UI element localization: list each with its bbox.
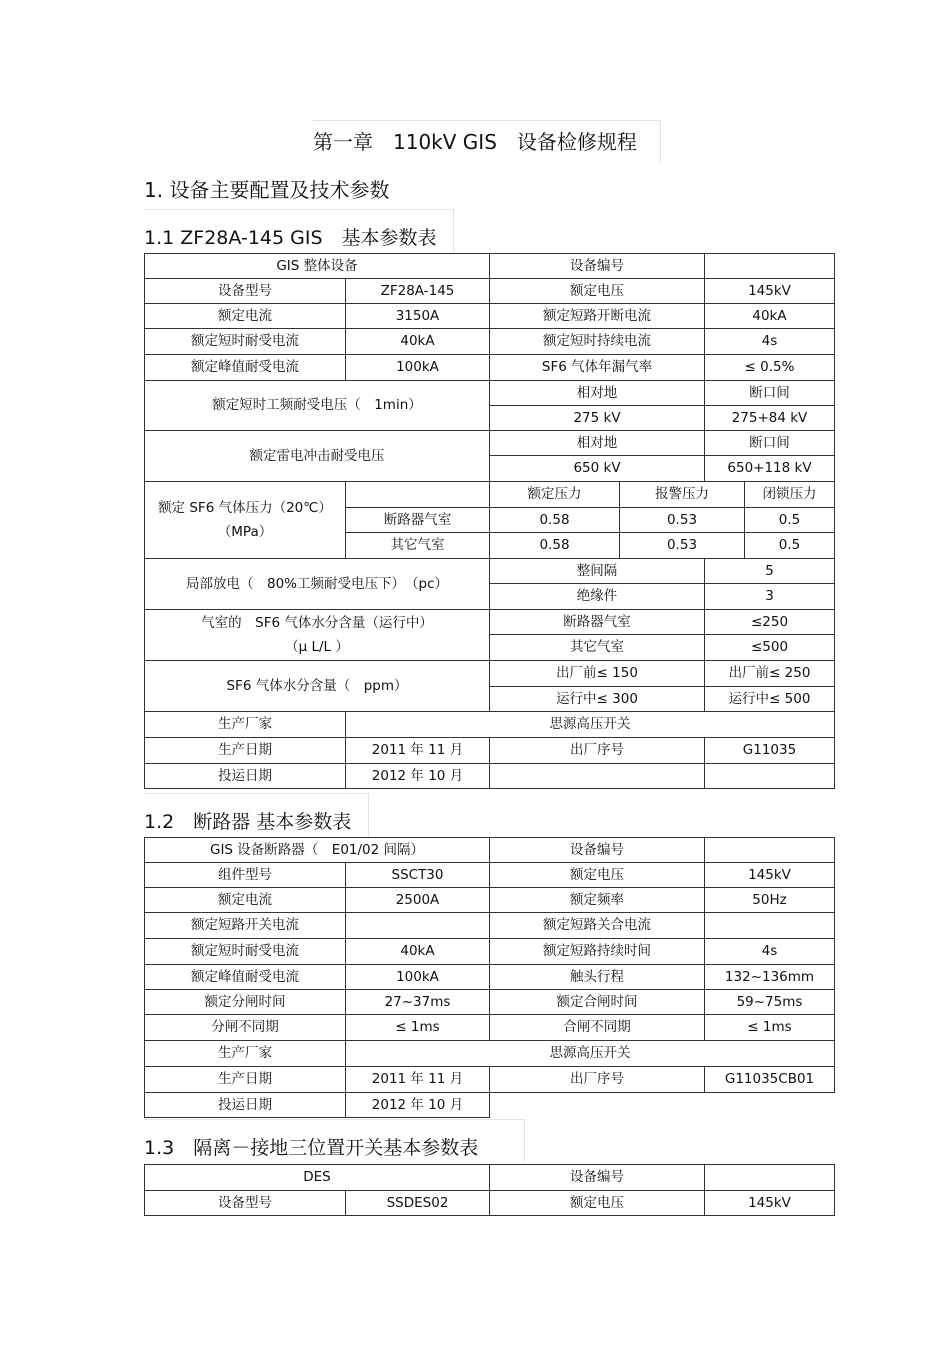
table-cell xyxy=(705,764,835,789)
table-cell: ≤ 1ms xyxy=(346,1015,490,1041)
table-cell: 出厂序号 xyxy=(490,738,705,764)
table-cell: 局部放电（ 80%工频耐受电压下） （pc） xyxy=(145,559,490,610)
table-cell xyxy=(705,1165,835,1191)
table-cell: 0.5 xyxy=(745,508,835,533)
chapter-title: 第一章 110kV GIS 设备检修规程 xyxy=(313,120,661,162)
table-cell: 145kV xyxy=(705,1191,835,1216)
table-cell: 设备编号 xyxy=(490,838,705,863)
table-cell xyxy=(346,913,490,939)
table-1-1-heading: 1.1 ZF28A-145 GIS 基本参数表 xyxy=(144,209,454,253)
cell-line: （μ L/L ） xyxy=(285,639,349,655)
table-cell: 40kA xyxy=(346,329,490,355)
table-cell: 2011 年 11 月 xyxy=(346,738,490,764)
table-row xyxy=(145,1093,835,1118)
table-cell: 相对地 xyxy=(490,431,705,456)
table-row xyxy=(145,482,835,508)
table-cell xyxy=(145,610,490,661)
table-cell: 额定电压 xyxy=(490,863,705,888)
table-cell: ≤250 xyxy=(705,610,835,635)
table-cell: 50Hz xyxy=(705,888,835,913)
table-cell: 运行中≤ 500 xyxy=(705,687,835,712)
table-cell: 分闸不同期 xyxy=(145,1015,346,1041)
table-cell: 2012 年 10 月 xyxy=(346,764,490,789)
table-row xyxy=(145,863,835,888)
table-cell: SSCT30 xyxy=(346,863,490,888)
table-cell: 断路器气室 xyxy=(490,610,705,635)
table-cell: 2500A xyxy=(346,888,490,913)
table-cell: 2012 年 10 月 xyxy=(346,1093,490,1118)
table-cell xyxy=(705,254,835,279)
table-cell: 145kV xyxy=(705,863,835,888)
table-cell: 0.53 xyxy=(620,508,745,533)
table-cell: 额定峰值耐受电流 xyxy=(145,355,346,381)
table-row xyxy=(145,764,835,789)
table-cell: 投运日期 xyxy=(145,764,346,789)
table-cell: 100kA xyxy=(346,965,490,990)
table-cell: 额定压力 xyxy=(490,482,620,508)
table-1-3-heading: 1.3 隔离－接地三位置开关基本参数表 xyxy=(144,1119,525,1163)
table-row xyxy=(145,279,835,304)
table-cell: 组件型号 xyxy=(145,863,346,888)
table-cell: 额定分闸时间 xyxy=(145,990,346,1015)
breaker-parameter-table xyxy=(144,837,835,1118)
table-row xyxy=(145,559,835,584)
table-cell: G11035 xyxy=(705,738,835,764)
table-cell: GIS 设备断路器（ E01/02 间隔） xyxy=(145,838,490,863)
table-cell: 额定短时耐受电流 xyxy=(145,939,346,965)
table-cell: ≤500 xyxy=(705,635,835,661)
table-cell: 思源高压开关 xyxy=(346,712,835,738)
table-cell: 额定电压 xyxy=(490,1191,705,1216)
table-row xyxy=(145,381,835,406)
table-cell: 132~136mm xyxy=(705,965,835,990)
table-cell: 3150A xyxy=(346,304,490,329)
table-row xyxy=(145,990,835,1015)
table-cell: ≤ 1ms xyxy=(705,1015,835,1041)
table-cell: 4s xyxy=(705,939,835,965)
table-cell: 额定电压 xyxy=(490,279,705,304)
table-cell: 生产日期 xyxy=(145,1067,346,1093)
table-row xyxy=(145,1015,835,1041)
table-cell: SF6 气体水分含量（ ppm） xyxy=(145,661,490,712)
table-cell: 额定短时持续电流 xyxy=(490,329,705,355)
table-cell xyxy=(705,1093,835,1118)
table-cell: 额定短路持续时间 xyxy=(490,939,705,965)
table-cell: 0.58 xyxy=(490,533,620,559)
table-cell: 0.53 xyxy=(620,533,745,559)
table-cell: 设备型号 xyxy=(145,279,346,304)
table-cell: 59~75ms xyxy=(705,990,835,1015)
table-cell: 40kA xyxy=(705,304,835,329)
table-cell: 额定短时耐受电流 xyxy=(145,329,346,355)
table-row xyxy=(145,610,835,635)
table-cell: 额定短路开关电流 xyxy=(145,913,346,939)
table-cell: 相对地 xyxy=(490,381,705,406)
table-cell: 合闸不同期 xyxy=(490,1015,705,1041)
table-cell: 额定峰值耐受电流 xyxy=(145,965,346,990)
table-cell: 额定频率 xyxy=(490,888,705,913)
table-cell: 其它气室 xyxy=(346,533,490,559)
table-cell: ≤ 0.5% xyxy=(705,355,835,381)
table-cell: 断口间 xyxy=(705,381,835,406)
gis-parameter-table xyxy=(144,253,835,789)
table-row xyxy=(145,888,835,913)
table-cell: 0.58 xyxy=(490,508,620,533)
table-row xyxy=(145,661,835,687)
table-cell: 0.5 xyxy=(745,533,835,559)
table-cell: 设备编号 xyxy=(490,1165,705,1191)
table-cell: 额定 SF6 气体压力（20℃）（MPa） xyxy=(145,482,346,559)
table-cell: 2011 年 11 月 xyxy=(346,1067,490,1093)
table-cell: 设备编号 xyxy=(490,254,705,279)
table-cell xyxy=(490,764,705,789)
table-cell: 闭锁压力 xyxy=(745,482,835,508)
table-row xyxy=(145,712,835,738)
table-cell: 生产日期 xyxy=(145,738,346,764)
table-row xyxy=(145,1165,835,1191)
table-cell: GIS 整体设备 xyxy=(145,254,490,279)
table-cell xyxy=(705,838,835,863)
table-cell: 40kA xyxy=(346,939,490,965)
table-cell: SF6 气体年漏气率 xyxy=(490,355,705,381)
table-cell: 生产厂家 xyxy=(145,1041,346,1067)
table-cell: 出厂前≤ 150 xyxy=(490,661,705,687)
table-cell: 生产厂家 xyxy=(145,712,346,738)
table-cell: ZF28A-145 xyxy=(346,279,490,304)
table-row xyxy=(145,329,835,355)
table-cell: 断路器气室 xyxy=(346,508,490,533)
table-cell: 275+84 kV xyxy=(705,406,835,431)
table-cell: 报警压力 xyxy=(620,482,745,508)
table-cell: 27~37ms xyxy=(346,990,490,1015)
table-cell: DES xyxy=(145,1165,490,1191)
table-cell xyxy=(490,1093,705,1118)
table-cell: 100kA xyxy=(346,355,490,381)
table-cell: 出厂前≤ 250 xyxy=(705,661,835,687)
disconnector-parameter-table xyxy=(144,1164,835,1216)
table-cell: 投运日期 xyxy=(145,1093,346,1118)
table-cell: 其它气室 xyxy=(490,635,705,661)
table-row xyxy=(145,254,835,279)
table-cell: 额定电流 xyxy=(145,304,346,329)
table-row xyxy=(145,1191,835,1216)
table-cell: 断口间 xyxy=(705,431,835,456)
table-cell: 运行中≤ 300 xyxy=(490,687,705,712)
table-cell: 额定雷电冲击耐受电压 xyxy=(145,431,490,482)
table-cell: 3 xyxy=(705,584,835,610)
table-cell: 绝缘件 xyxy=(490,584,705,610)
table-row xyxy=(145,838,835,863)
table-row xyxy=(145,1067,835,1093)
cell-line: 气室的 SF6 气体水分含量（运行中） xyxy=(201,615,433,631)
table-row xyxy=(145,913,835,939)
table-row xyxy=(145,355,835,381)
table-cell: 整间隔 xyxy=(490,559,705,584)
table-row xyxy=(145,1041,835,1067)
table-row xyxy=(145,738,835,764)
table-cell: SSDES02 xyxy=(346,1191,490,1216)
table-cell: 额定短路开断电流 xyxy=(490,304,705,329)
table-cell: 触头行程 xyxy=(490,965,705,990)
table-cell: 设备型号 xyxy=(145,1191,346,1216)
table-cell: 额定合闸时间 xyxy=(490,990,705,1015)
table-row xyxy=(145,431,835,456)
table-cell: 额定电流 xyxy=(145,888,346,913)
table-cell: G11035CB01 xyxy=(705,1067,835,1093)
table-cell: 额定短时工频耐受电压（ 1min） xyxy=(145,381,490,431)
table-cell: 思源高压开关 xyxy=(346,1041,835,1067)
table-row xyxy=(145,965,835,990)
table-cell: 275 kV xyxy=(490,406,705,431)
table-cell: 650 kV xyxy=(490,456,705,482)
table-row xyxy=(145,939,835,965)
table-cell: 5 xyxy=(705,559,835,584)
table-cell: 出厂序号 xyxy=(490,1067,705,1093)
table-cell xyxy=(346,482,490,508)
table-1-2-heading: 1.2 断路器 基本参数表 xyxy=(144,793,369,837)
table-cell: 4s xyxy=(705,329,835,355)
table-cell: 额定短路关合电流 xyxy=(490,913,705,939)
section-heading-1: 1. 设备主要配置及技术参数 xyxy=(144,178,390,202)
table-cell xyxy=(705,913,835,939)
table-cell: 145kV xyxy=(705,279,835,304)
table-cell: 650+118 kV xyxy=(705,456,835,482)
table-row xyxy=(145,304,835,329)
